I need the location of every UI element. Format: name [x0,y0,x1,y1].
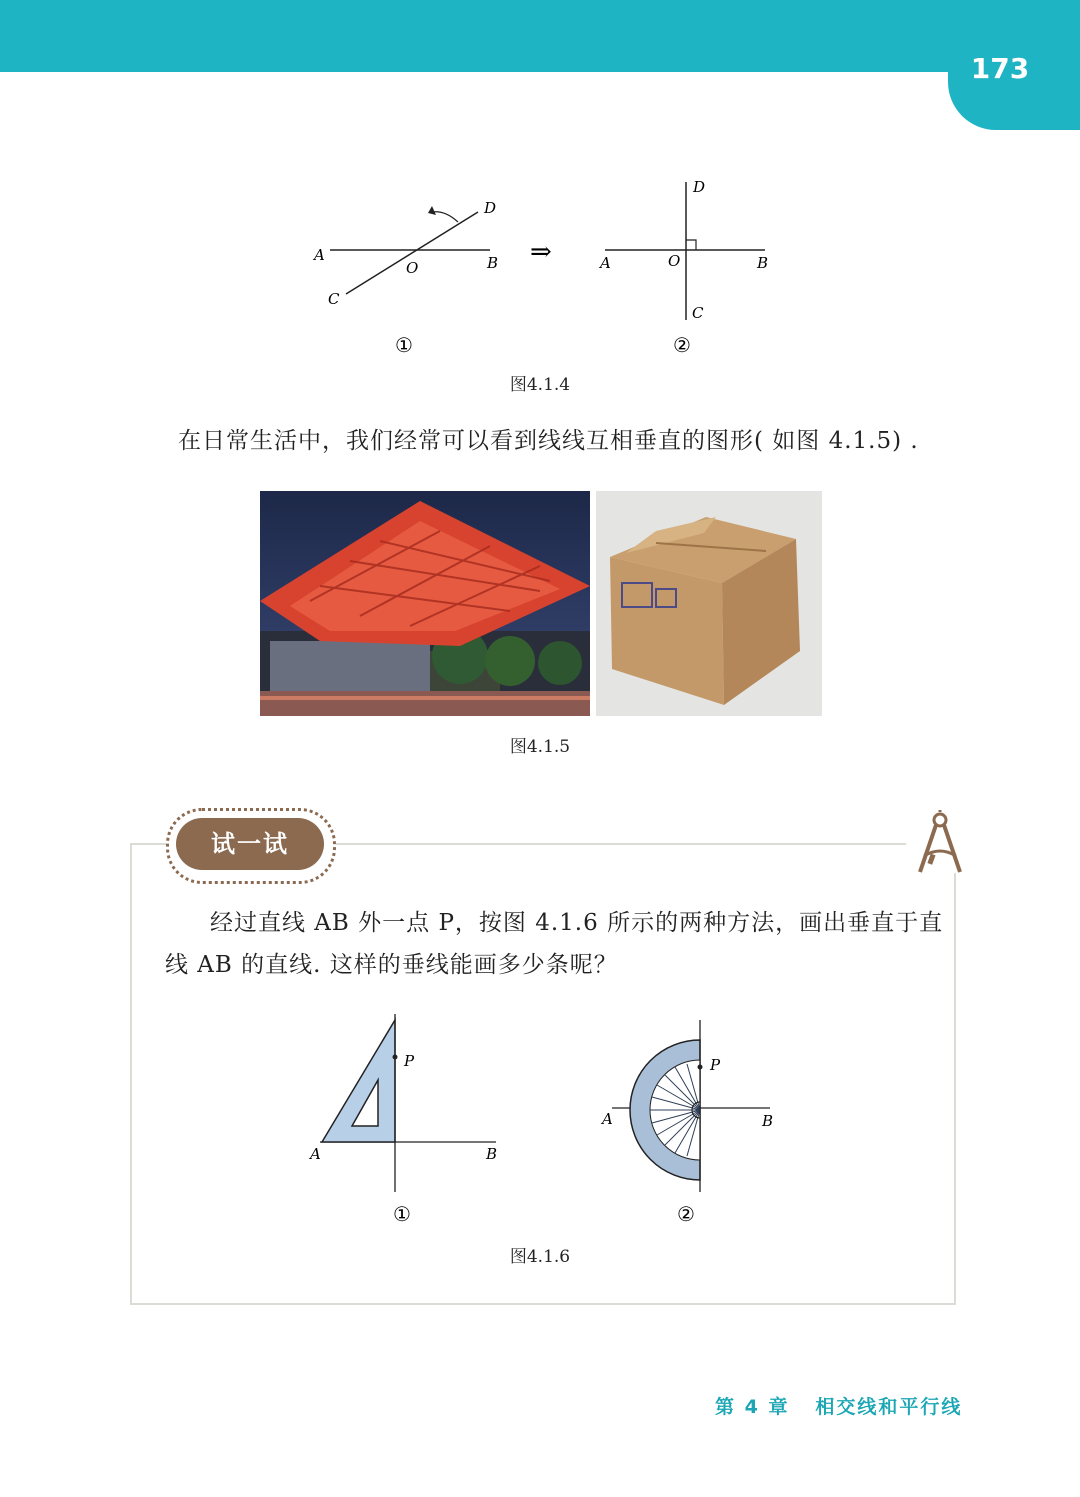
figure-4-1-6-panel-1 [308,1014,497,1226]
chapter-title: 相交线和平行线 [815,1396,963,1418]
label-b: B [487,254,499,272]
label-o: O [668,252,681,270]
figure-caption-4-1-5: 图4.1.5 [509,737,571,757]
label-b: B [757,254,769,272]
panel-marker-1: ① [393,1202,411,1226]
try-it-text-line-2: 线 AB 的直线. 这样的垂线能画多少条呢？ [165,952,618,978]
figure-4-1-6-panel-2 [600,1020,773,1226]
paragraph-perpendicular-examples: 在日常生活中，我们经常可以看到线线互相垂直的图形( 如图 4.1.5) . [178,428,919,454]
figure-4-1-4-panel-2 [598,178,768,357]
figure-caption-4-1-6: 图4.1.6 [509,1247,571,1267]
label-a: A [314,246,325,264]
label-p: P [404,1052,415,1070]
compass-icon [914,810,968,878]
figure-4-1-6 [300,1010,800,1230]
try-it-badge: 试一试 [176,818,324,870]
chapter-footer [715,1392,975,1419]
panel-marker-2: ② [673,333,691,357]
cardboard-box-photo [596,491,822,716]
label-a: A [602,1110,613,1128]
try-it-text-line-1: 经过直线 AB 外一点 P，按图 4.1.6 所示的两种方法，画出垂直于直 [210,910,944,936]
panel-marker-2: ② [677,1202,695,1226]
expo-pavilion-photo [260,491,590,716]
label-d: D [484,199,497,217]
implies-arrow: ⇒ [530,237,552,267]
label-b: B [762,1112,774,1130]
figure-caption-4-1-4: 图4.1.4 [509,375,571,395]
label-a: A [600,254,611,272]
header-bar [0,0,1080,72]
label-p: P [710,1056,721,1074]
label-c: C [692,304,704,322]
figure-4-1-4 [300,170,800,360]
label-o: O [406,259,419,277]
label-c: C [328,290,340,308]
figure-4-1-4-panel-1 [312,199,498,357]
label-d: D [693,178,706,196]
chapter-number: 第 4 章 [715,1396,790,1418]
panel-marker-1: ① [395,333,413,357]
page-number: 173 [970,52,1030,85]
label-b: B [486,1145,498,1163]
label-a: A [310,1145,321,1163]
